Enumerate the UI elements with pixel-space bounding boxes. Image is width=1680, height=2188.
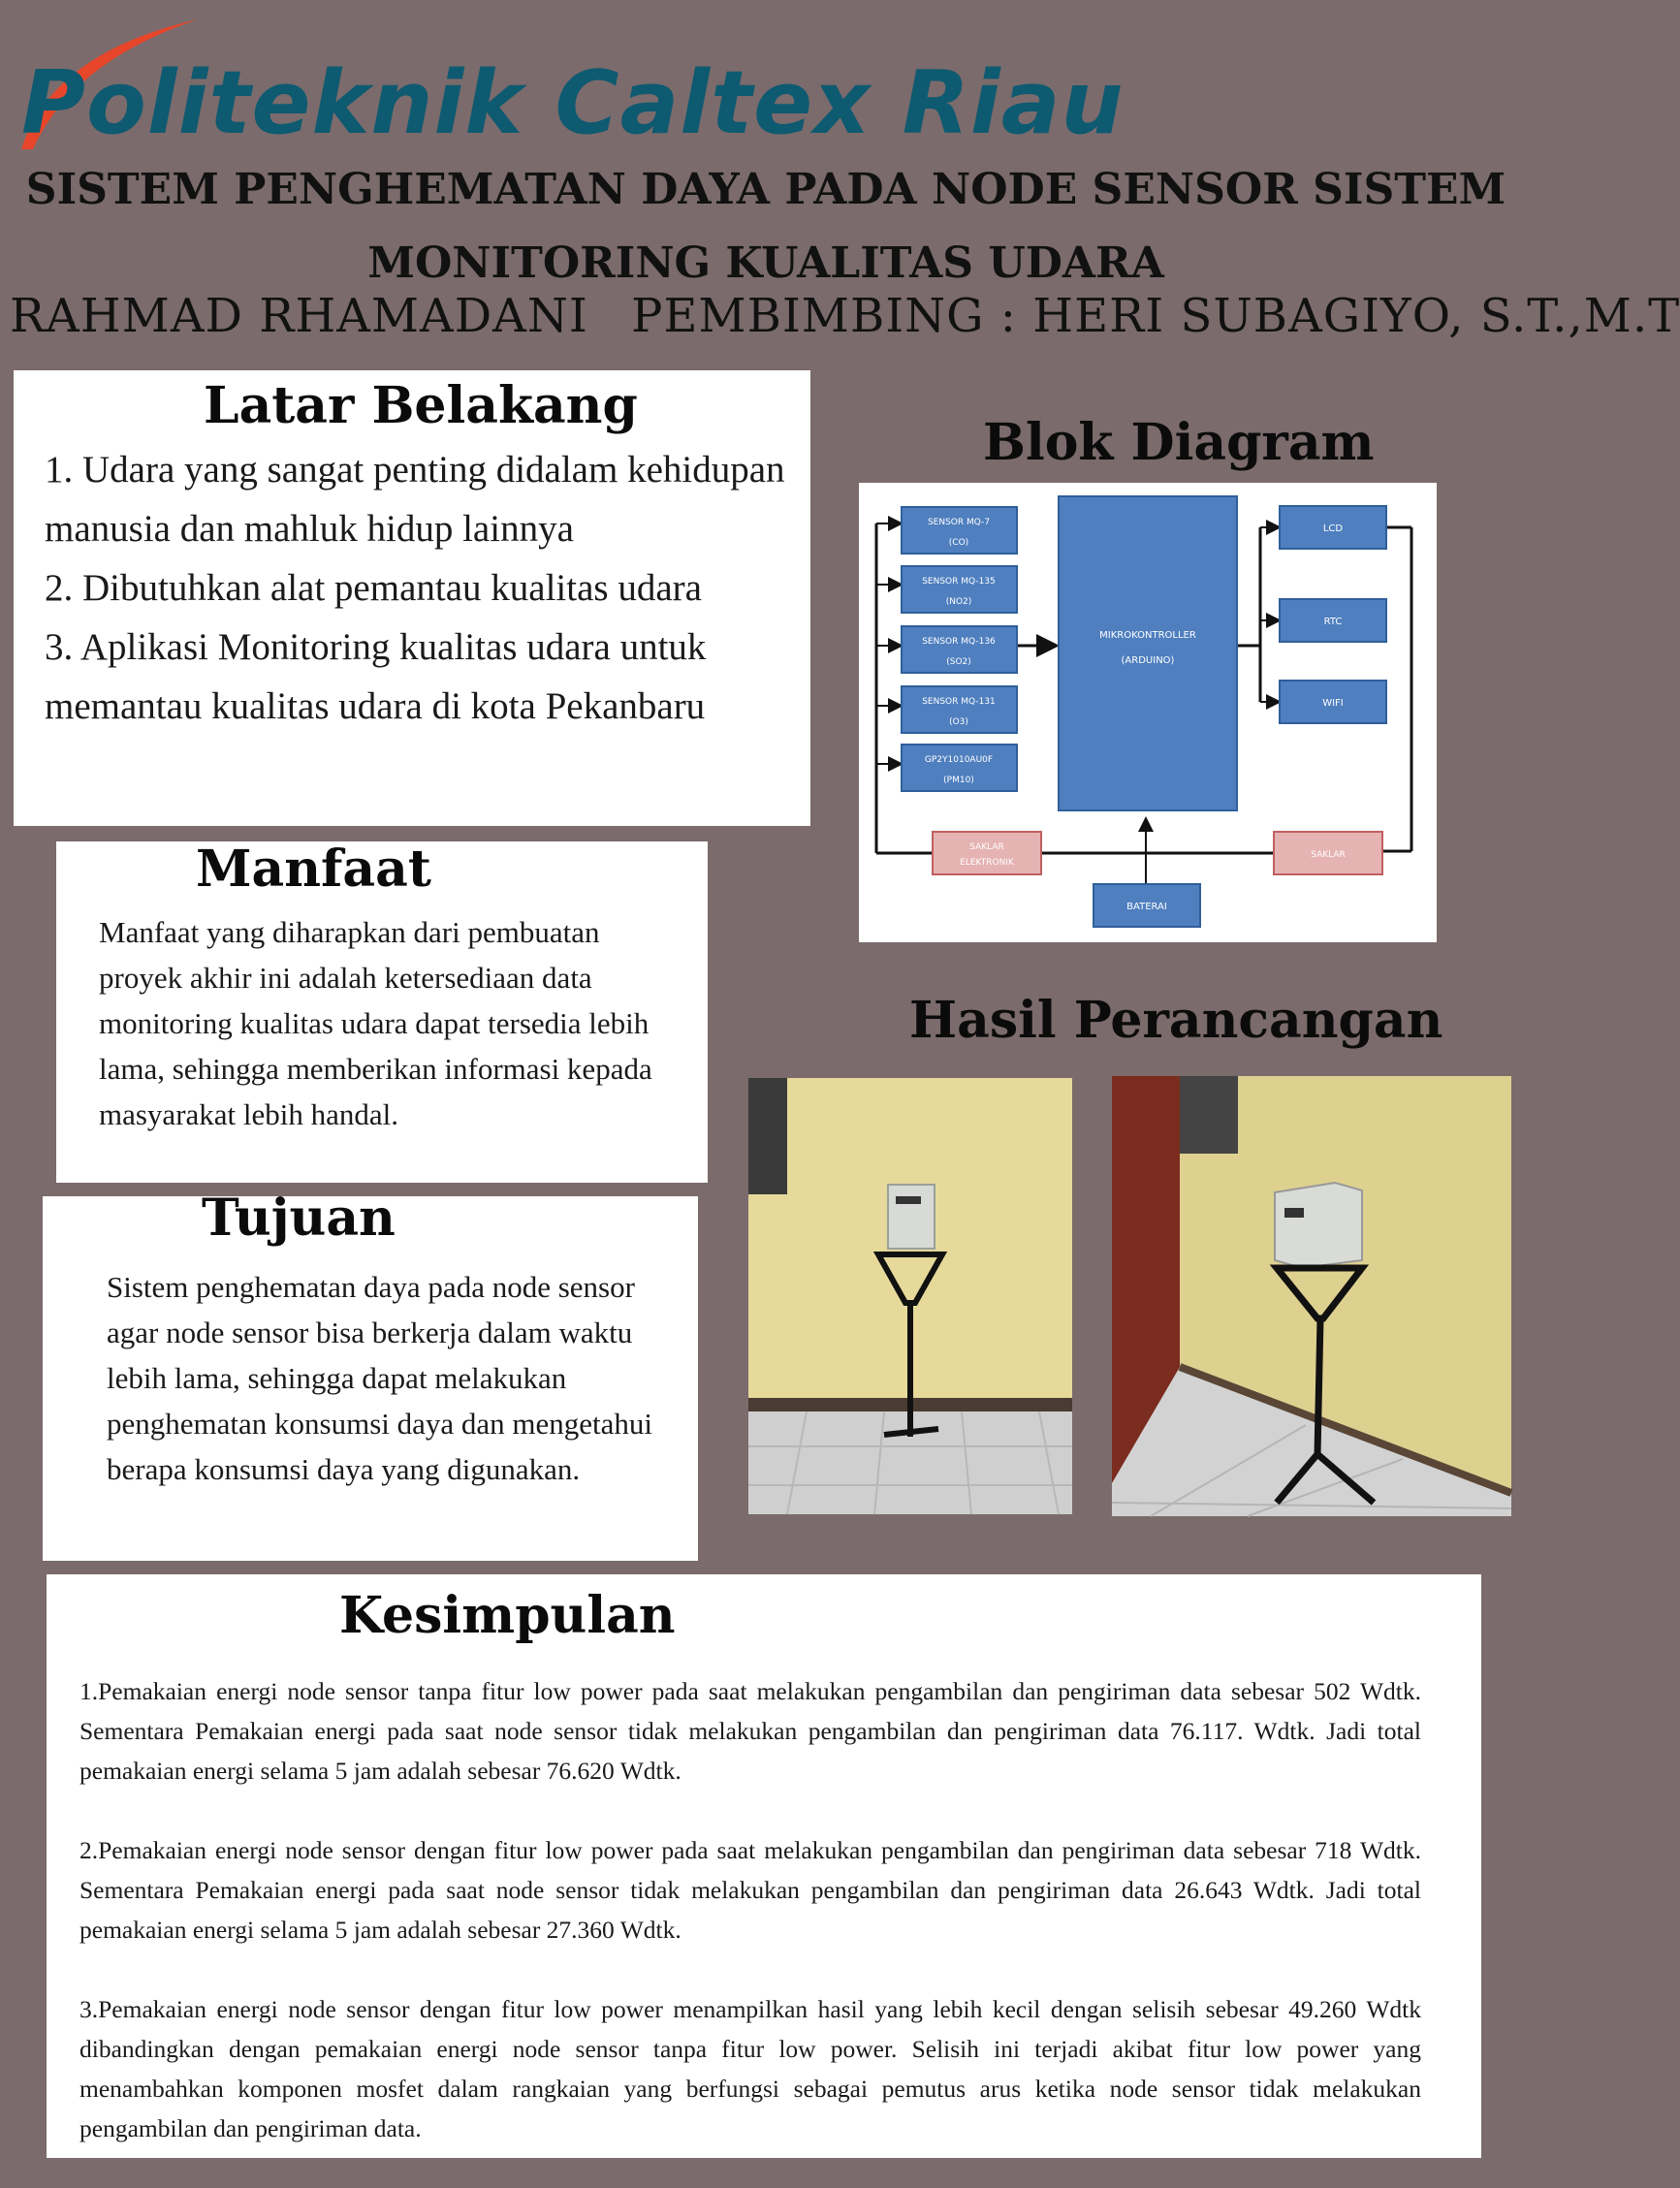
kesimpulan-panel [47,1574,1481,2158]
output-block-lcd [1280,506,1386,549]
svg-text:SENSOR MQ-136: SENSOR MQ-136 [922,637,996,647]
manfaat-heading: Manfaat [196,840,431,899]
kesimpulan-paragraph: 3.Pemakaian energi node sensor dengan fitur low power menampilkan hasil yang lebih kecil dengan selisih sebesar 49.260 Wdtk dibandingkan dengan pemakaian energi node sensor tanpa fitur low power. Selisih ini terjadi akibat fitur low power yang menambahkan komponen mosfet dalam rangkaian yang berfungsi sebagai pemutus arus ketika node sensor tidak melakukan pengambilan dan pengiriman data. [79,1995,1421,2142]
svg-text:SENSOR MQ-135: SENSOR MQ-135 [922,577,996,587]
output-block-wifi [1280,681,1386,723]
sensor-block [902,626,1017,673]
svg-text:(CO): (CO) [948,538,969,548]
svg-text:ELEKTRONIK: ELEKTRONIK [960,858,1014,868]
blok-diagram-heading: Blok Diagram [983,413,1375,472]
sensor-block [902,507,1017,554]
list-item: 3. Aplikasi Monitoring kualitas udara untuk memantau kualitas udara di kota Pekanbaru [45,626,707,727]
kesimpulan-paragraph: 2.Pemakaian energi node sensor dengan fitur low power pada saat melakukan pengambilan dan pengiriman data sebesar 718 Wdtk. Sementara Pemakaian energi pada saat node sensor tidak melakukan pengambilan dan pengiriman data 26.643 Wdtk. Jadi total pemakaian energi selama 5 jam adalah sebesar 27.360 Wdtk. [79,1836,1421,1944]
author-line [10,289,1680,343]
svg-text:WIFI: WIFI [1322,698,1344,709]
tujuan-panel [43,1189,698,1561]
baterai-block [1094,884,1200,927]
manfaat-text: Manfaat yang diharapkan dari pembuatan proyek akhir ini adalah ketersediaan data monitoring kualitas udara dapat tersedia lebih lama, sehingga memberikan informasi kepada masyarakat lebih handal. [99,915,652,1131]
svg-text:(O3): (O3) [949,717,968,727]
svg-text:SAKLAR: SAKLAR [1311,850,1346,860]
kesimpulan-heading: Kesimpulan [339,1586,676,1645]
supervisor-name: PEMBIMBING : HERI SUBAGIYO, S.T.,M.T [631,289,1680,343]
manfaat-panel [56,841,708,1183]
device-photo-front [748,1078,1072,1514]
latar-belakang-panel [14,370,810,826]
svg-text:SENSOR MQ-7: SENSOR MQ-7 [927,518,991,527]
kesimpulan-paragraph: 1.Pemakaian energi node sensor tanpa fitur low power pada saat melakukan pengambilan dan pengiriman data sebesar 502 Wdtk. Sementara Pemakaian energi pada saat node sensor tidak melakukan pengambilan dan pengiriman data 76.117. Wdtk. Jadi total pemakaian energi selama 5 jam adalah sebesar 76.620 Wdtk. [79,1677,1421,1785]
logo-text: Politeknik Caltex Riau [21,52,1125,154]
author-name: RAHMAD RHAMADANI [10,289,588,343]
svg-text:GP2Y1010AU0F: GP2Y1010AU0F [924,755,994,765]
controller-block [1059,496,1237,810]
svg-text:SAKLAR: SAKLAR [969,842,1004,852]
tujuan-text: Sistem penghematan daya pada node sensor agar node sensor bisa berkerja dalam waktu lebih lama, sehingga dapat melakukan penghematan konsumsi daya dan mengetahui berapa konsumsi daya yang digunakan. [107,1270,653,1486]
block-diagram [859,483,1437,942]
list-item: 2. Dibutuhkan alat pemantau kualitas udara [45,567,702,609]
output-block-rtc [1280,599,1386,642]
saklar-elektronik-block [933,832,1041,874]
svg-text:RTC: RTC [1323,617,1343,627]
svg-text:MIKROKONTROLLER: MIKROKONTROLLER [1099,630,1196,641]
svg-text:SENSOR MQ-131: SENSOR MQ-131 [922,697,996,707]
list-item: 1. Udara yang sangat penting didalam kehidupan manusia dan mahluk hidup lainnya [45,449,785,550]
sensor-block [902,686,1017,733]
device-photo-side [1112,1076,1511,1516]
svg-text:(ARDUINO): (ARDUINO) [1121,655,1175,666]
svg-text:BATERAI: BATERAI [1126,902,1167,912]
latar-belakang-list [45,440,810,736]
svg-text:(NO2): (NO2) [945,597,972,607]
sensor-block [902,566,1017,613]
svg-text:(SO2): (SO2) [946,657,971,667]
tujuan-heading: Tujuan [202,1189,396,1248]
page-title: SISTEM PENGHEMATAN DAYA PADA NODE SENSOR SISTEM MONITORING KUALITAS UDARA [25,165,1506,288]
latar-belakang-heading: Latar Belakang [204,376,638,435]
svg-text:(PM10): (PM10) [943,776,974,785]
hasil-perancangan-heading: Hasil Perancangan [909,991,1443,1050]
institution-logo [14,14,1125,159]
sensor-block [902,745,1017,791]
svg-text:LCD: LCD [1322,523,1344,534]
saklar-block [1274,832,1382,874]
kesimpulan-text [79,1671,1421,2188]
